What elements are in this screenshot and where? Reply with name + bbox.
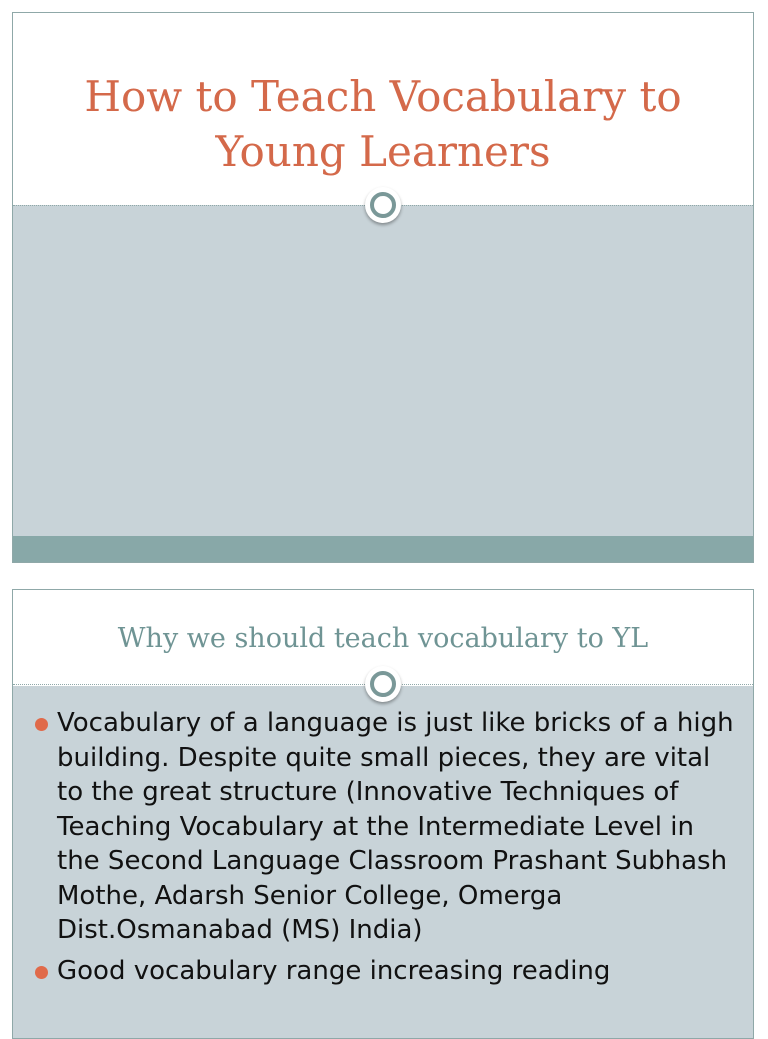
circle-ring-icon (365, 187, 401, 223)
bullet-dot-icon (35, 966, 48, 979)
slide-title: Why we should teach vocabulary to YL (117, 623, 649, 654)
slide-title: How to Teach Vocabulary to Young Learners (84, 72, 682, 176)
list-item (13, 954, 753, 989)
title-area (13, 13, 753, 205)
list-item (13, 706, 753, 948)
bottom-band (13, 536, 753, 562)
bullet-list (13, 706, 753, 994)
bullet-text: Vocabulary of a language is just like bricks of a high building. Despite quite small pieces, they are vital to the great structure (Innovative Techniques of Teaching Vocabulary at the Intermediate Level in the Second Language Classroom Prashant Subhash Mothe, Adarsh Senior College, Omerga Dist.Osmanabad (MS) India) (57, 708, 734, 945)
slide-1 (12, 12, 754, 563)
circle-ring-icon (365, 666, 401, 702)
bullet-dot-icon (35, 718, 48, 731)
bullet-text: Good vocabulary range increasing reading (57, 955, 611, 986)
slide-2 (12, 589, 754, 1039)
